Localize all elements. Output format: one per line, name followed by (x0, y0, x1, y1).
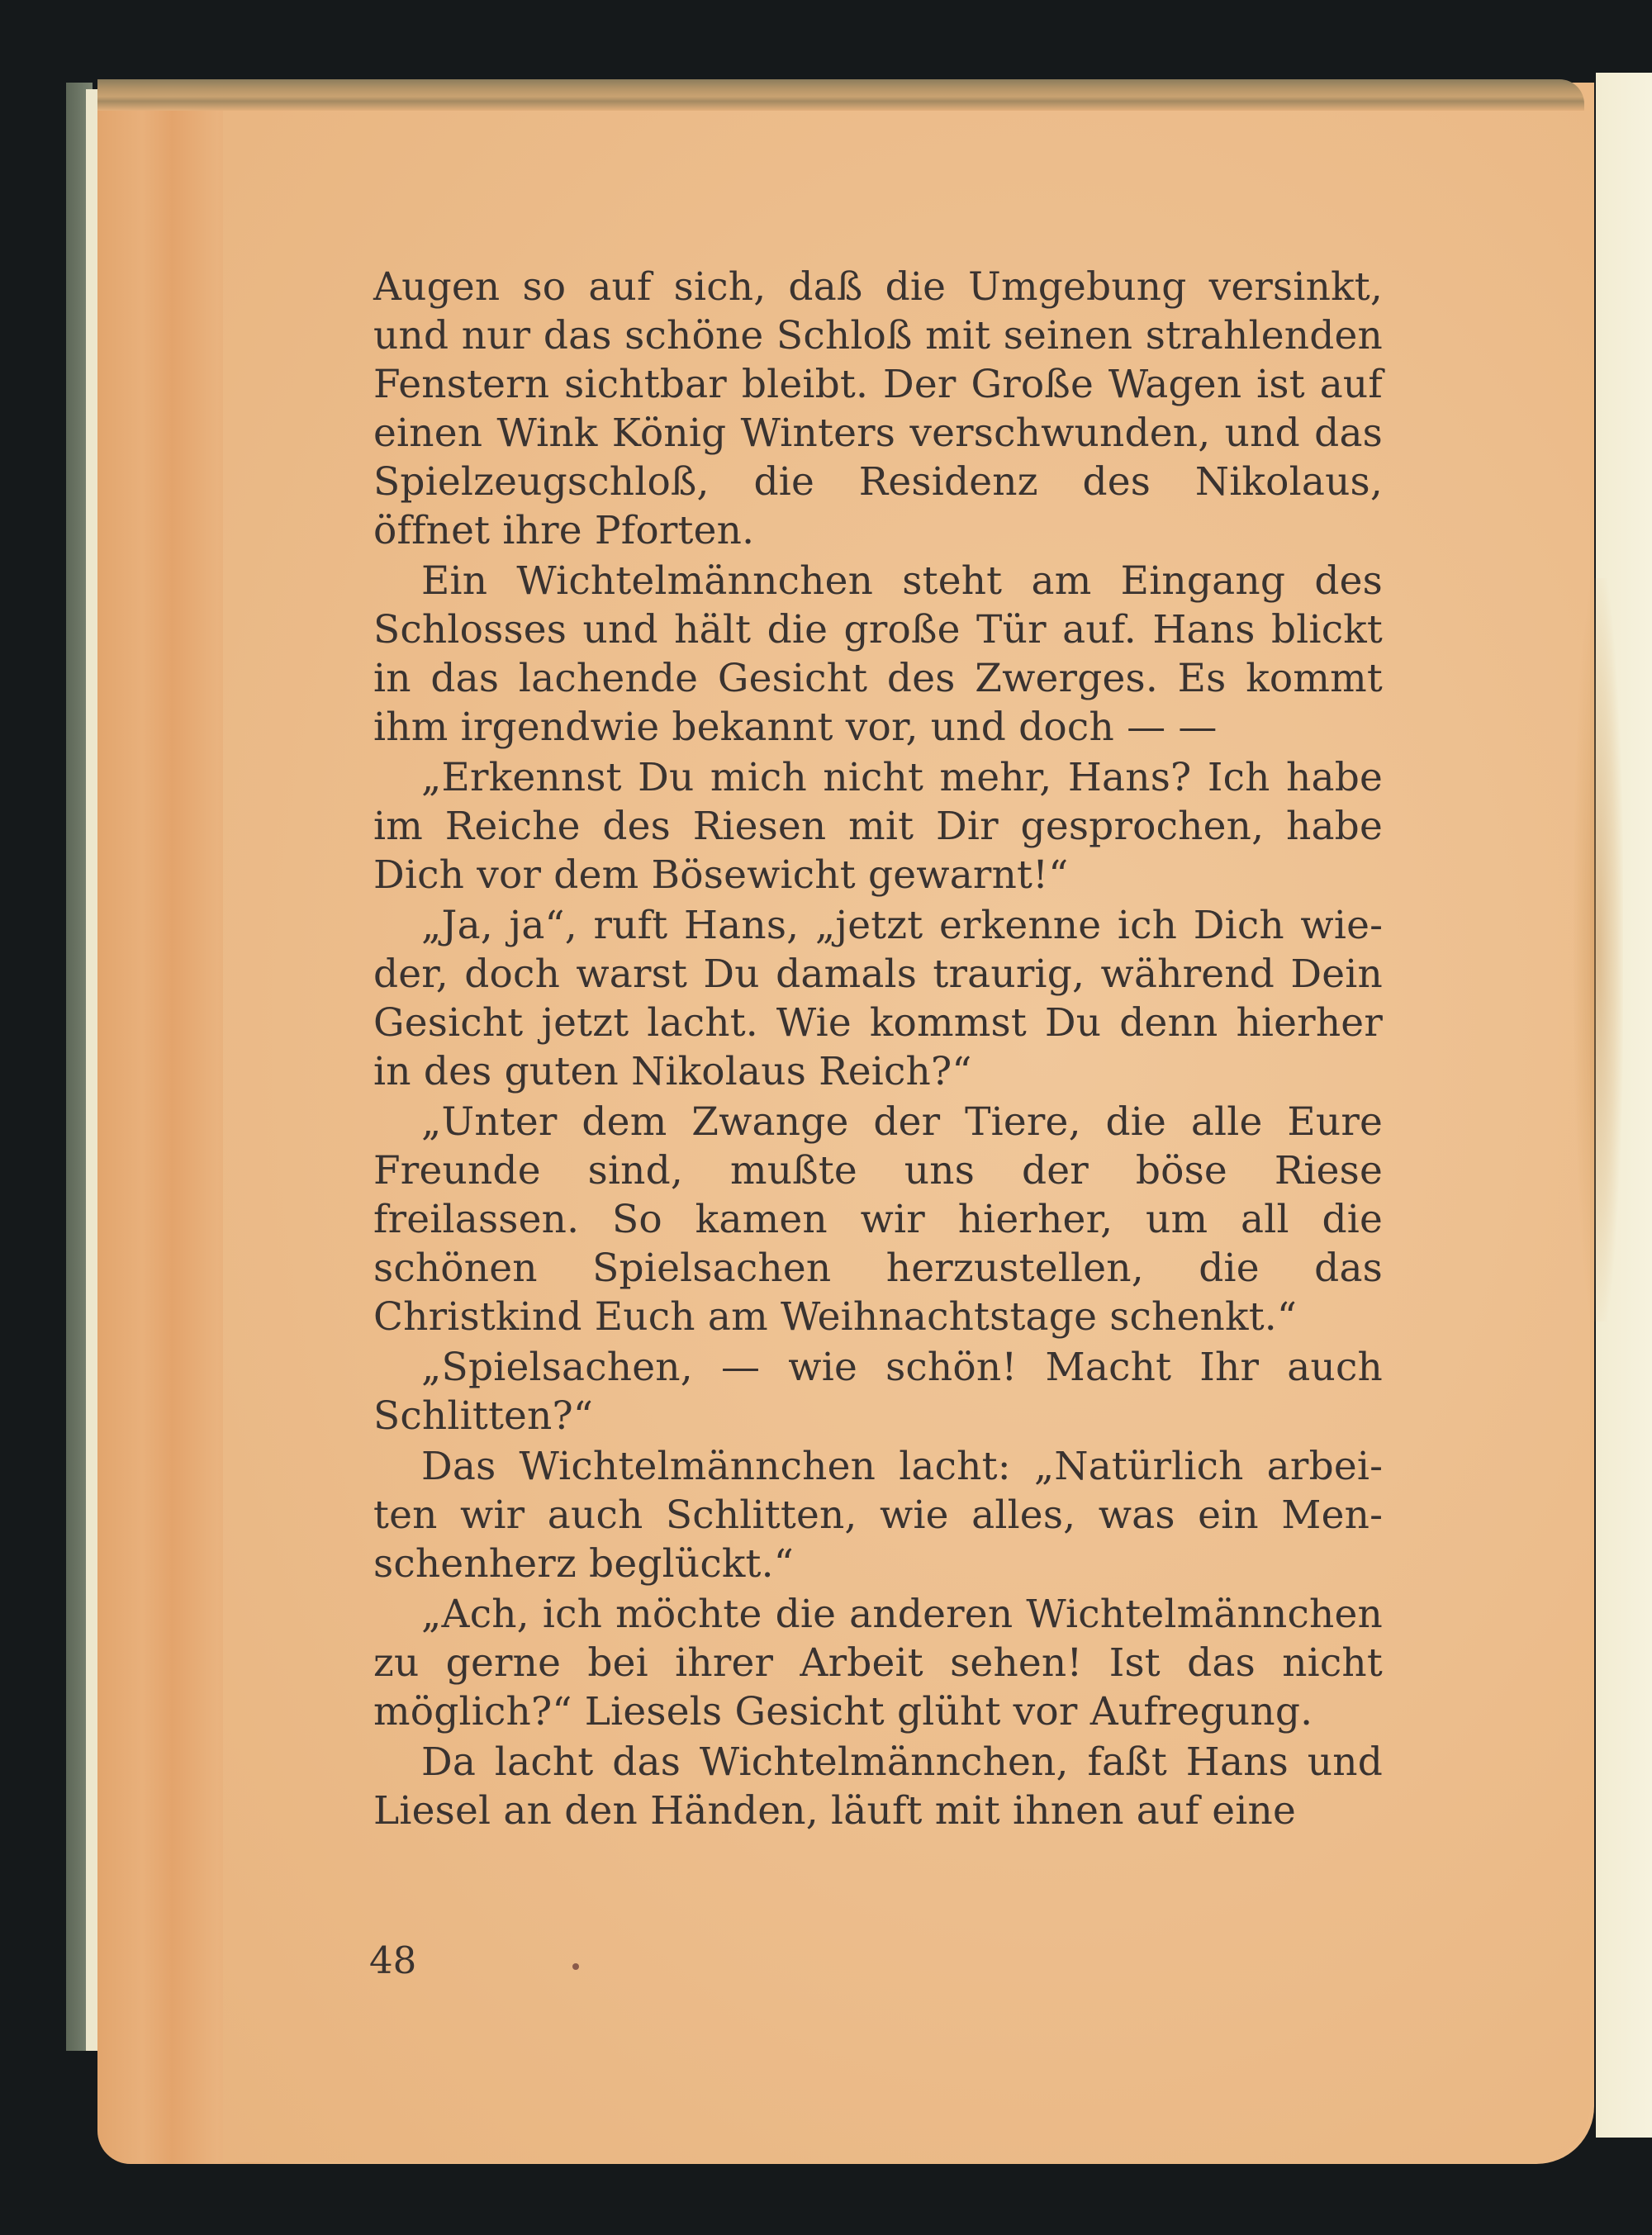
paper-speck (572, 1963, 579, 1970)
paragraph: „Unter dem Zwange der Tiere, die alle Eure Freunde sind, mußte uns der böse Riese freilassen. So kamen wir hierher, um all die schönen Spielsachen herzustellen, die das Christkind Euch am Weihnachtstage schenkt.“ (373, 1099, 1383, 1340)
paragraph: „Spielsachen, — wie schön! Macht Ihr auch Schlitten?“ (373, 1345, 1383, 1439)
gutter-stain (1574, 578, 1623, 1322)
paragraph: Ein Wichtelmännchen steht am Eingang des Schlosses und hält die große Tür auf. Hans blickt in das lachende Gesicht des Zwerges. Es kommt ihm irgendwie bekannt vor, und doch — — (373, 558, 1383, 750)
page-top-edge (97, 79, 1584, 111)
paragraph: Augen so auf sich, daß die Umgebung versinkt, und nur das schöne Schloß mit seinen strahlenden Fenstern sichtbar bleibt. Der Große Wagen ist auf einen Wink König Winters verschwunden, und das Spielzeugschloß, die Residenz des Nikolaus, öffnet ihre Pforten. (373, 264, 1383, 553)
paragraph: Da lacht das Wichtelmännchen, faßt Hans und Liesel an den Händen, läuft mit ihnen auf eine (373, 1739, 1383, 1834)
paragraph: Das Wichtelmännchen lacht: „Natürlich arbeiten wir auch Schlitten, wie alles, was ein Menschenherz beglückt.“ (373, 1444, 1383, 1587)
paragraph: „Ja, ja“, ruft Hans, „jetzt erkenne ich Dich wieder, doch warst Du damals traurig, während Dein Gesicht jetzt lacht. Wie kommst Du denn hierher in des guten Nikolaus Reich?“ (373, 903, 1383, 1094)
body-text (373, 263, 1383, 1837)
paragraph: „Erkennst Du mich nicht mehr, Hans? Ich habe im Reiche des Riesen mit Dir gesprochen, habe Dich vor dem Bösewicht gewarnt!“ (373, 755, 1383, 898)
page-number: 48 (369, 1938, 417, 1982)
paragraph: „Ach, ich möchte die anderen Wichtelmännchen zu gerne bei ihrer Arbeit sehen! Ist das nicht möglich?“ Liesels Gesicht glüht vor Aufregung. (373, 1592, 1383, 1734)
